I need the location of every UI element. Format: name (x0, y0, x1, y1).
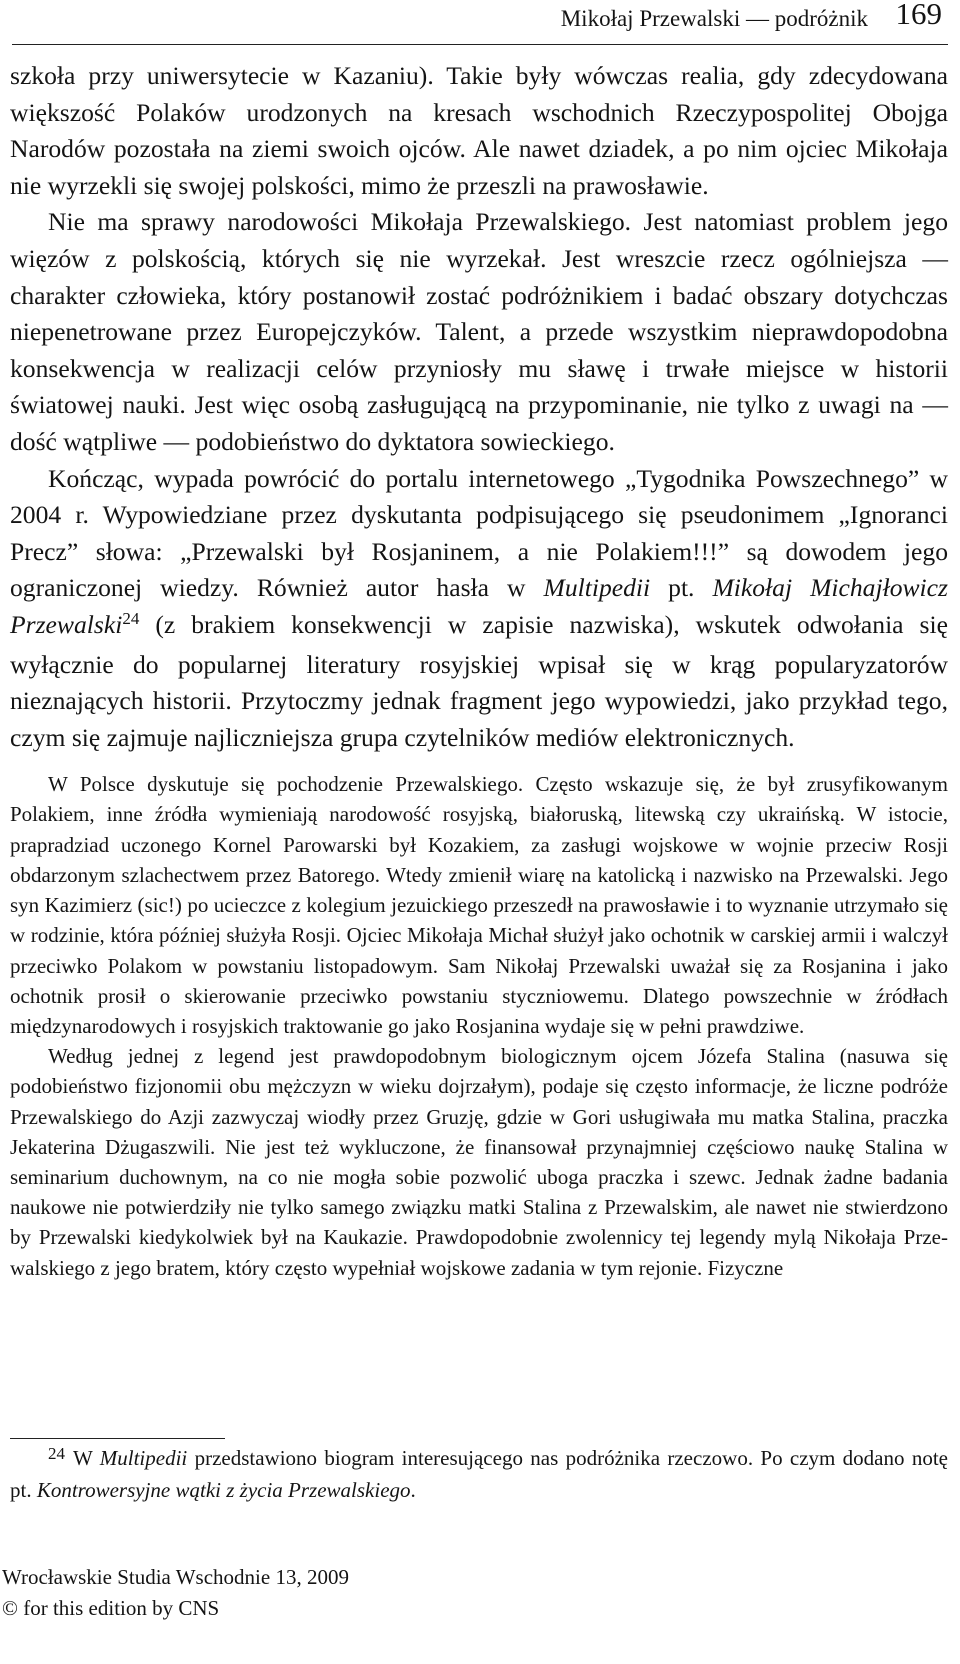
quote-paragraph-1: W Polsce dyskutuje się pochodzenie Przewalskiego. Często wskazuje się, że był zrusyfikowanym Polakiem, inne źródła wymieniają narodowość rosyjską, białoruską, litewską czy ukraińską. W istocie, prapradziad uczonego Kornel Parowarski był Kozakiem, za zasługi wojskowe w wojnie przeciw Rosji obdarzonym szlachectwem przez Batorego. Wtedy zmienił wiarę na katolicką i nazwisko na Przewalski. Jego syn Kazimierz (sic!) po ucieczce z kolegium jezuickiego przeszedł na prawosławie i to wyznanie utrzymało się w rodzinie, która później służyła Rosji. Ojciec Mikołaja Michał służył jako ochotnik w carskiej armii i walczył przeciwko Polakom w powstaniu listopadowym. Sam Nikołaj Przewalski uważał się za Rosjanina i jako ochotnik prosił o skierowanie przeciwko powstaniu styczniowemu. Dlatego powszechnie w źródłach międzynarodowych i rosyjskich traktowanie go jako Rosjanina wydaje się w pełni prawdziwe. (10, 772, 948, 1038)
copyright-notice: © for this edition by CNS (2, 1596, 220, 1620)
footnote-text-b: przedstawiono biogram interesującego nas podróżnika rzeczowo. Po czym dodano notę pt. (10, 1446, 948, 1503)
footnote-title-italic: Kontrowersyjne wątki z życia Przewalskiego (36, 1478, 411, 1503)
page-number: 169 (895, 0, 942, 31)
multipedii-italic: Multipedii (543, 573, 651, 603)
paragraph-1: szkoła przy uniwersytecie w Kazaniu). Takie były wówczas realia, gdy zdecydowana większość Polaków urodzonych na kresach wschodnich Rzeczypospolitej Obojga Narodów pozostała na ziemi swoich ojców. Ale nawet dziadek, a po nim ojciec Mikołaja nie wyrzekli się swojej polskości, mimo że przeszli na prawosławie. (10, 61, 948, 200)
footnote-reference: 24 (122, 608, 140, 628)
page-footer (2, 1562, 349, 1624)
body-text (10, 58, 948, 1283)
paragraph-3 (10, 461, 948, 757)
quote-paragraph-2: Według jednej z legend jest prawdopodobnym biologicznym ojcem Józefa Stalina (nasuwa się podobieństwo fizjonomii obu mężczyzn w wieku dojrzałym), podaje się często informacje, że liczne podróże Przewalskiego do Azji zazwyczaj wiodły przez Gruzję, gdzie w Gori usługiwała mu matka Stalina, praczka Jekaterina Dżugaszwili. Nie jest też wykluczone, że finansował przynajmniej częściowo naukę Stalina w seminarium duchownym, na co nie mogła sobie pozwolić uboga praczka i szewc. Jednak żadne badania naukowe nie potwierdziły nie tylko samego związku matki Stalina z Przewalskim, ale nawet nie stwierdzono by Przewalski kiedykolwiek był na Kaukazie. Prawdopodobnie zwolennicy tej legendy mylą Nikołaja Przewalskiego z jego bratem, który często wypełniał wojskowe zadania w tym rejonie. Fizyczne (10, 1044, 948, 1280)
footnote-multipedii-italic: Multipedii (99, 1446, 188, 1470)
page-header (12, 0, 948, 45)
footnote-text-a: W (73, 1446, 100, 1470)
paragraph-3-text-c: (z brakiem konsekwencji w zapisie nazwiska), wskutek odwołania się wyłącznie do popularnej literatury rosyjskiej wpisał się w krąg popularyzatorów nieznających historii. Przytoczmy jednak fragment jego wypowiedzi, jako przykład tego, czym się zajmuje najliczniejsza grupa czytelników mediów elektronicznych. (10, 609, 948, 752)
quoted-passage (10, 769, 948, 1282)
footnote-number: 24 (48, 1444, 65, 1463)
footnote-text-c: . (410, 1478, 416, 1503)
footnote-24 (10, 1443, 948, 1505)
running-title: Mikołaj Przewalski — podróżnik (560, 6, 868, 31)
paragraph-2: Nie ma sprawy narodowości Mikołaja Przewalskiego. Jest natomiast problem jego więzów z polskością, których się nie wyrzekał. Jest wreszcie rzecz ogólniejsza — charakter człowieka, który postanowił zostać podróżnikiem i badać obszary dotychczas niepenetrowane przez Europejczyków. Talent, a przede wszystkim nieprawdopodobna konsekwencja w realizacji celów przyniosły mu sławę i trwałe miejsce w historii światowej nauki. Jest więc osobą zasługującą na przypominanie, nie tylko z uwagi na — dość wątpliwe — podobieństwo do dyktatora sowieckiego. (10, 207, 948, 456)
paragraph-3-text-b: pt. (650, 573, 713, 603)
paragraph-3-text-a: Kończąc, wypada powrócić do portalu internetowego „Tygodnika Powszechnego” w 2004 r. Wypowiedziane przez dyskutanta podpisującego się pseudonimem „Ignoranci Precz” słowa: „Przewalski był Rosjaninem, a nie Polakiem!!!” są dowodem jego ograniczonej wiedzy. Również autor hasła w (10, 463, 948, 603)
article-title-italic: Mikołaj Michajłowicz Przewalski (10, 573, 948, 639)
journal-citation: Wrocławskie Studia Wschodnie 13, 2009 (2, 1565, 349, 1589)
footnote-divider (10, 1438, 225, 1439)
